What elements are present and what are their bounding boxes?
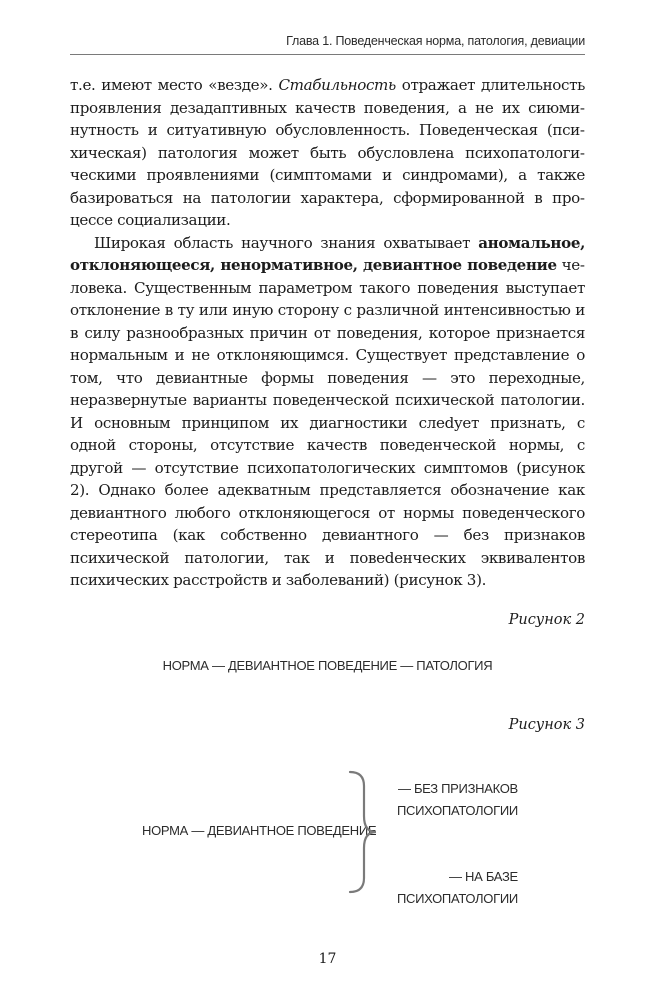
running-title: Глава 1. Поведенческая норма, патология, девиации: [286, 34, 585, 48]
figure-3-branch-based-on-pathology: [397, 866, 518, 910]
paragraph-1: [70, 74, 585, 232]
paragraph-2-part-1: Широкая область научного знания охватывает: [94, 233, 479, 252]
header-rule: [70, 54, 585, 55]
paragraph-2-part-3: человека. Существенным параметром такого поведения выступает отклонение в ту или иную сторону с различной интенсивностью и в силу разнообразных причин от поведения, которое признается нормальным и не отклоняющимся. Существует представление о том, что девиантные формы поведения — это переходные, неразвернутые варианты поведенческой психической патологии. И основным принципом их диагностики слеdует признать, с одной стороны, отсутствие качеств поведенческой нормы, с другой — отсутствие психопатологических симптомов (рисунок 2). Однако более адекватным представляется обозначение как девиантного любого отклоняющегося от нормы поведенческого стереотипа (как собственно девиантного — без признаков психической патологии, так и повеdенческих эквивалентов психических расстройств и заболеваний) (рисунок 3).: [70, 256, 585, 589]
figure-3-caption: Рисунок 3: [508, 717, 585, 733]
page-number: 17: [318, 951, 337, 967]
body-text: [70, 74, 585, 592]
paragraph-1-part-1: т.е. имеют место «везде».: [70, 76, 279, 94]
figure-2-scheme: НОРМА — ДЕВИАНТНОЕ ПОВЕДЕНИЕ — ПАТОЛОГИЯ: [162, 658, 493, 673]
term-stability: Стабильность: [278, 76, 396, 94]
bold-terms: аномальное, отклоняющееся, ненормативное, девиантное поведение: [70, 233, 585, 274]
paragraph-1-part-3: отражает длительность проявления дезадаптивных качеств поведения, а не их сиюминутность и ситуативную обусловленность. Поведенческая (психическая) патология может быть обусловлена психопатологическими проявлениями (симптомами и синдромами), а также базироваться на патологии характера, сформированной в процессе социализации.: [70, 76, 585, 229]
figure-3-root: НОРМА — ДЕВИАНТНОЕ ПОВЕДЕНИЕ: [142, 823, 377, 838]
branch-2-line-1: — НА БАЗЕ: [449, 869, 518, 884]
figure-2-caption: Рисунок 2: [508, 612, 585, 628]
curly-brace-icon: [346, 770, 382, 894]
branch-1-line-1: — БЕЗ ПРИЗНАКОВ: [397, 781, 518, 796]
figure-3-branch-without-pathology: [397, 778, 518, 822]
branch-2-line-2: ПСИХОПАТОЛОГИИ: [397, 891, 518, 906]
branch-1-line-2: ПСИХОПАТОЛОГИИ: [397, 803, 518, 818]
paragraph-2: [70, 232, 585, 592]
